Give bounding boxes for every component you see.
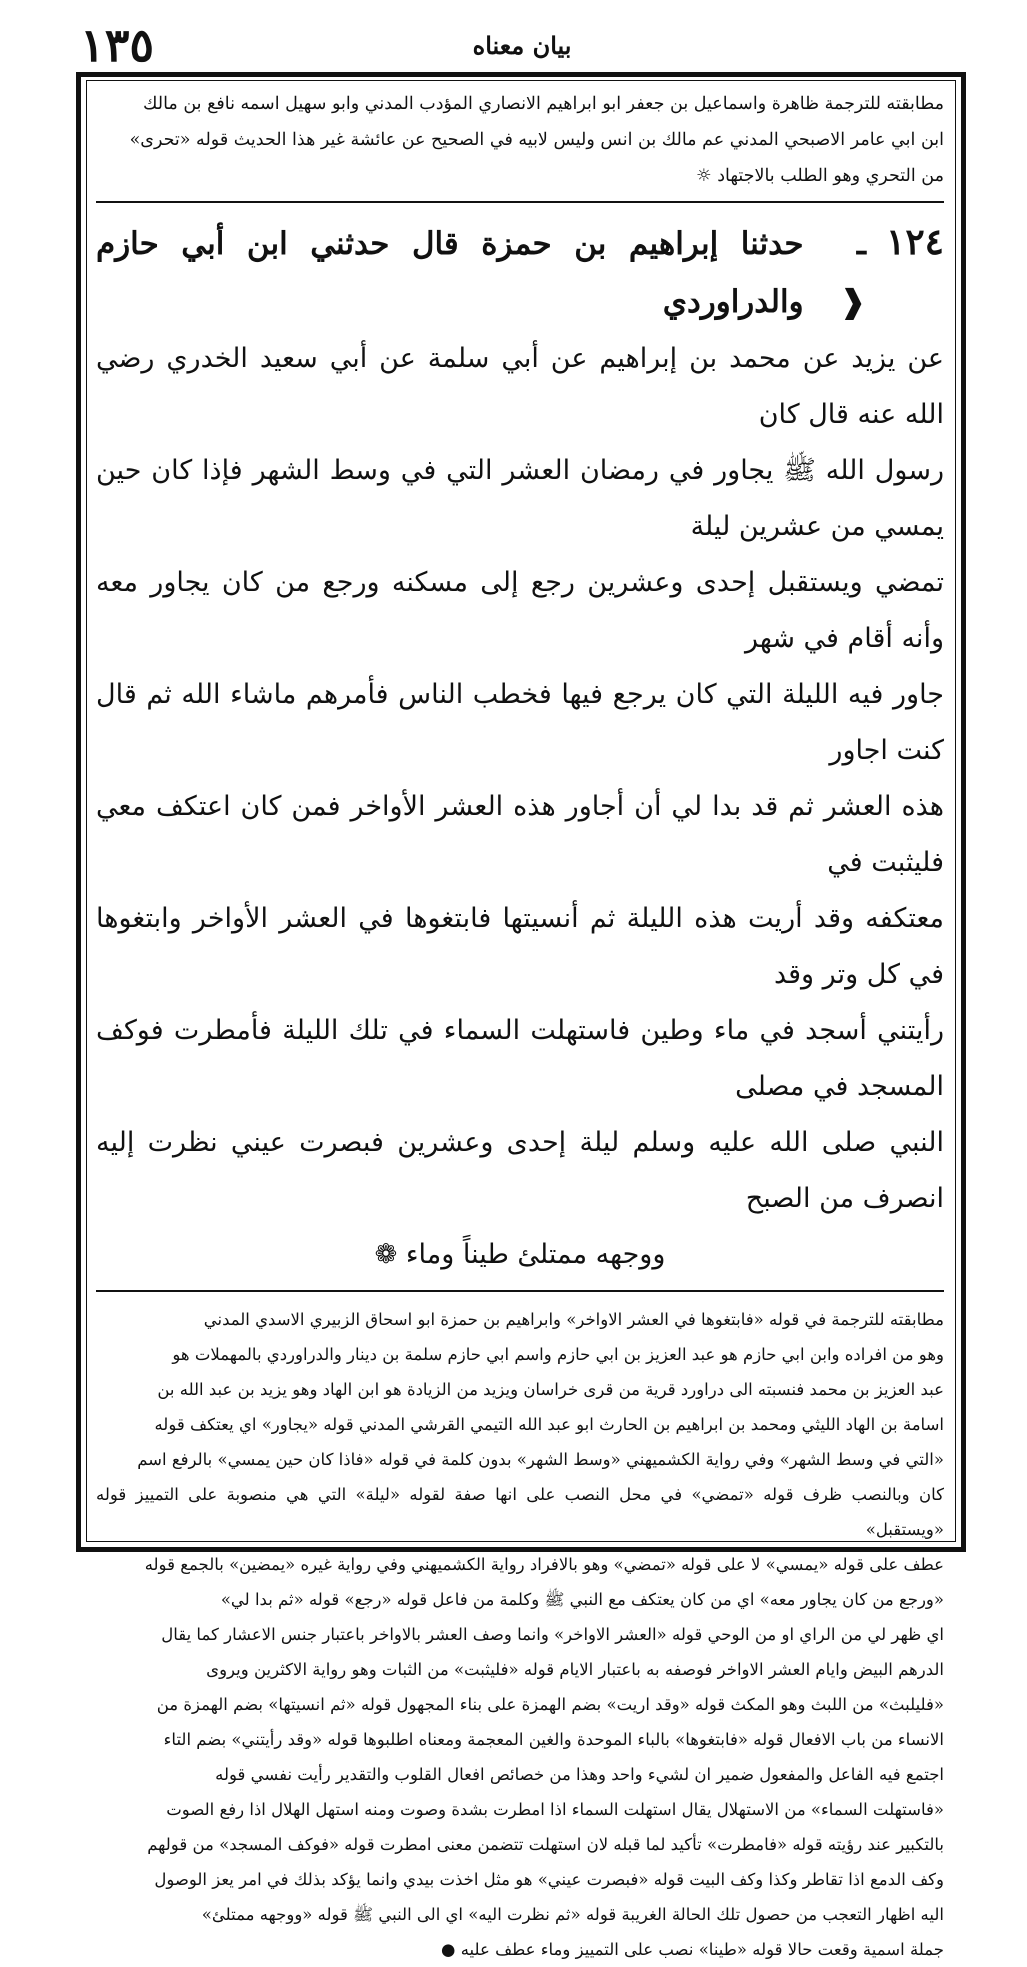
commentary-line: وكف الدمع اذا تقاطر وكذا وكف البيت قوله «فبصرت عيني» هو مثل اخذت بيدي وانما يؤكد بذلك في امر يعز الوصول (154, 1870, 944, 1889)
commentary-line: بالتكبير عند رؤيته قوله «فامطرت» تأكيد لما قبله لان استهلت تتضمن معنى امطرت قوله «فوكف المسجد» من قولهم (147, 1835, 944, 1854)
hadith-line: رسول الله ﷺ يجاور في رمضان العشر التي في وسط الشهر فإذا كان حين يمسي من عشرين ليلة (96, 455, 944, 542)
commentary-line: الانساء من باب الافعال قوله «فابتغوها» بالباء الموحدة والغين المعجمة ومعناه اطلبوها قوله «وقد رأيتني» بضم التاء (163, 1730, 944, 1749)
hadith-number: ١٢٤ (885, 221, 944, 263)
hadith-line: هذه العشر ثم قد بدا لي أن أجاور هذه العشر الأواخر فمن كان اعتكف معي فليثبت في (96, 791, 944, 878)
commentary-line: مطابقته للترجمة في قوله «فابتغوها في العشر الاواخر» وابراهيم بن حمزة ابو اسحاق الزبيري الاسدي المدني (203, 1310, 944, 1329)
section-divider (96, 1290, 944, 1292)
hadith-last-line: ووجهه ممتلئ طيناً وماء ❁ (374, 1239, 666, 1270)
commentary-line: اليه اظهار التعجب من حصول تلك الحالة الغريبة قوله «ثم نظرت اليه» اي الى النبي ﷺ قوله «ووجهه ممتلئ» (201, 1905, 944, 1924)
page-body (96, 86, 944, 1967)
commentary-line: «فليلبث» من اللبث وهو المكث قوله «وقد اريت» بضم الهمزة على بناء المجهول قوله «ثم انسيتها» بضم الهمزة من (156, 1695, 944, 1714)
commentary-line: «التي في وسط الشهر» وفي رواية الكشميهني «وسط الشهر» بدون كلمة في قوله «فاذا كان حين يمسي» بالرفع اسم (137, 1450, 944, 1469)
commentary-line: اسامة بن الهاد الليثي ومحمد بن ابراهيم بن الحارث ابو عبد الله التيمي القرشي المدني قوله «يجاور» اي يعتكف قوله (154, 1415, 944, 1434)
page-header (80, 20, 950, 70)
hadith-line: تمضي ويستقبل إحدى وعشرين رجع إلى مسكنه ورجع من كان يجاور معه وأنه أقام في شهر (96, 567, 944, 654)
commentary-line: اي ظهر لي من الراي او من الوحي قوله «العشر الاواخر» وانما وصف العشر بالاواخر باعتبار جنس الاعشار كما يقال (161, 1625, 944, 1644)
intro-line: مطابقته للترجمة ظاهرة واسماعيل بن جعفر ابو ابراهيم الانصاري المؤدب المدني وابو سهيل اسمه نافع بن مالك (142, 94, 944, 114)
hadith-dash: ـ ❰ (840, 226, 866, 320)
hadith-block (96, 213, 944, 1283)
hadith-line: رأيتني أسجد في ماء وطين فاستهلت السماء في تلك الليلة فأمطرت فوكف المسجد في مصلى (96, 1015, 944, 1102)
commentary-line: الدرهم البيض وايام العشر الاواخر فوصفه به باعتبار الايام قوله «فليثبت» من الثبات وهو رواية الاكثرين ويروى (206, 1660, 944, 1679)
commentary-line: عبد العزيز بن محمد فنسبته الى دراورد قرية من قرى خراسان ويزيد من الزيادة هو ابن الهاد وهو يزيد بن عبد الله بن (157, 1380, 944, 1399)
hadith-line: جاور فيه الليلة التي كان يرجع فيها فخطب الناس فأمرهم ماشاء الله ثم قال كنت اجاور (96, 679, 944, 766)
hadith-line: النبي صلى الله عليه وسلم ليلة إحدى وعشرين فبصرت عيني نظرت إليه انصرف من الصبح (96, 1127, 944, 1214)
commentary-block (96, 1302, 944, 1967)
commentary-line: اجتمع فيه الفاعل والمفعول ضمير ان لشيء واحد وهذا من خصائص افعال القلوب والتقدير رأيت نفسي قوله (215, 1765, 944, 1784)
hadith-line: معتكفه وقد أريت هذه الليلة ثم أنسيتها فابتغوها في العشر الأواخر وابتغوها في كل وتر وقد (96, 903, 944, 990)
intro-line: ابن ابي عامر الاصبحي المدني عم مالك بن انس وليس لابيه في الصحيح عن عائشة غير هذا الحديث قوله «تحرى» (129, 130, 944, 150)
intro-line: من التحري وهو الطلب بالاجتهاد ☼ (695, 166, 944, 186)
commentary-line: «ورجع من كان يجاور معه» اي من كان يعتكف مع النبي ﷺ وكلمة من فاعل قوله «رجع» قوله «ثم بدا لي» (220, 1590, 944, 1609)
hadith-heading-text: حدثنا إبراهيم بن حمزة قال حدثني ابن أبي حازم والدراوردي (96, 226, 804, 320)
commentary-line: عطف على قوله «يمسي» لا على قوله «تمضي» وهو بالافراد رواية الكشميهني وفي رواية غيره «يمضين» بالجمع قوله (144, 1555, 944, 1574)
commentary-line: وهو من افراده وابن ابي حازم هو عبد العزيز بن ابي حازم واسم ابي حازم سلمة بن دينار والدراوردي بالمهملات هو (172, 1345, 944, 1364)
intro-paragraph (96, 86, 944, 194)
commentary-line: جملة اسمية وقعت حالا قوله «طينا» نصب على التمييز وماء عطف عليه ● (441, 1940, 944, 1959)
section-divider (96, 201, 944, 203)
hadith-heading (96, 213, 944, 331)
commentary-line: كان وبالنصب ظرف قوله «تمضي» في محل النصب على انها صفة لقوله «ليلة» التي هي منصوبة على التمييز قوله «ويستقبل» (96, 1485, 944, 1539)
hadith-line: عن يزيد عن محمد بن إبراهيم عن أبي سلمة عن أبي سعيد الخدري رضي الله عنه قال كان (96, 343, 944, 430)
page-number: ١٣٥ (80, 18, 155, 72)
running-title: بيان معناه (472, 30, 572, 60)
commentary-line: «فاستهلت السماء» من الاستهلال يقال استهلت السماء اذا امطرت بشدة وصوت ومنه استهل الهلال اذا رفع الصوت (166, 1800, 944, 1819)
